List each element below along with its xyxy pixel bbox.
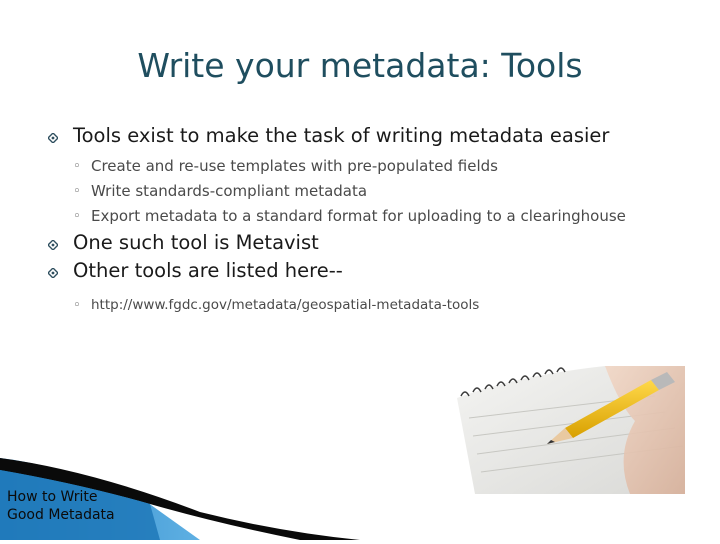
ring-bullet-icon: ◦ [73, 184, 81, 199]
sub-bullet-item [48, 154, 708, 179]
url-text: http://www.fgdc.gov/metadata/geospatial-metadata-tools [91, 297, 480, 313]
bullet-item [48, 229, 708, 257]
slide-title: Write your metadata: Tools [137, 46, 583, 85]
bullet-text: Tools exist to make the task of writing metadata easier [73, 124, 610, 147]
diamond-bullet-icon [48, 268, 58, 278]
ring-bullet-icon: ◦ [73, 298, 81, 313]
bullet-item [48, 257, 708, 285]
footer-line: Good Metadata [7, 507, 115, 523]
ring-bullet-icon: ◦ [73, 209, 81, 224]
sub-bullet-item [48, 204, 708, 229]
sub-bullet-item [48, 293, 708, 318]
diamond-bullet-icon [48, 240, 58, 250]
sub-bullet-text: Create and re-use templates with pre-populated fields [91, 157, 498, 175]
bullet-text: Other tools are listed here-- [73, 259, 343, 282]
bullet-list [48, 122, 708, 318]
ring-bullet-icon: ◦ [73, 159, 81, 174]
bullet-item [48, 122, 708, 150]
bullet-text: One such tool is Metavist [73, 231, 319, 254]
diamond-bullet-icon [48, 133, 58, 143]
footer-label [7, 488, 115, 524]
pencil-notepad-photo-icon [455, 366, 685, 494]
sub-bullet-text: Write standards-compliant metadata [91, 182, 368, 200]
sub-bullet-text: Export metadata to a standard format for uploading to a clearinghouse [91, 207, 626, 225]
footer-line: How to Write [7, 489, 98, 505]
sub-bullet-item [48, 179, 708, 204]
